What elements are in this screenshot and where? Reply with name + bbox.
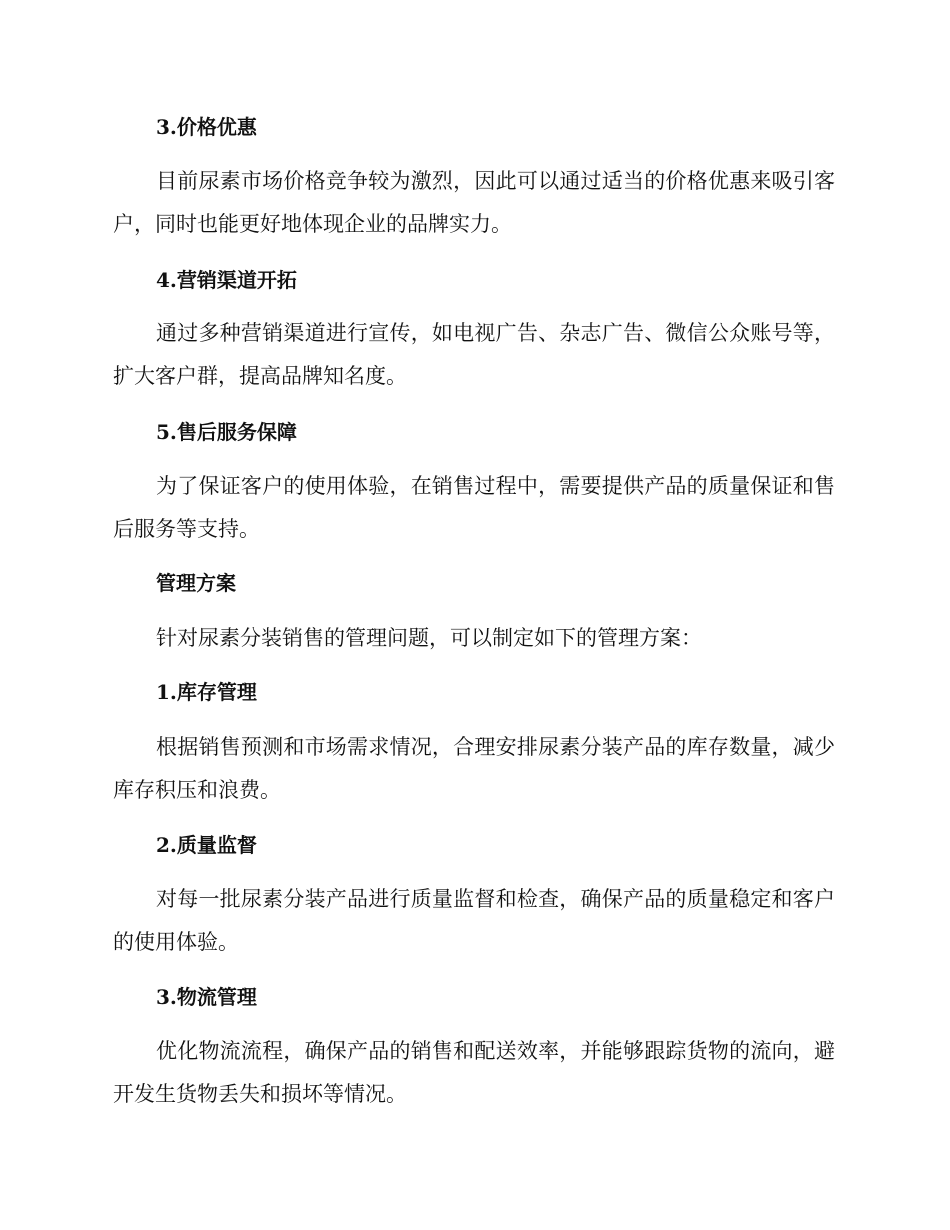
section-paragraph: 针对尿素分装销售的管理问题，可以制定如下的管理方案： (156, 626, 702, 650)
section-paragraph: 为了保证客户的使用体验，在销售过程中，需要提供产品的质量保证和售后服务等支持。 (113, 474, 835, 541)
section-heading: 2.质量监督 (156, 833, 257, 857)
section-paragraph: 目前尿素市场价格竞争较为激烈，因此可以通过适当的价格优惠来吸引客户，同时也能更好地体现企业的品牌实力。 (113, 169, 835, 236)
section-heading: 1.库存管理 (156, 680, 257, 704)
section-paragraph: 优化物流流程，确保产品的销售和配送效率，并能够跟踪货物的流向，避开发生货物丢失和损坏等情况。 (113, 1039, 835, 1106)
section-paragraph: 通过多种营销渠道进行宣传，如电视广告、杂志广告、微信公众账号等，扩大客户群，提高品牌知名度。 (113, 321, 835, 388)
section-heading: 管理方案 (156, 571, 236, 595)
section-heading: 4.营销渠道开拓 (156, 268, 297, 292)
section-paragraph: 根据销售预测和市场需求情况，合理安排尿素分装产品的库存数量，减少库存积压和浪费。 (113, 735, 835, 802)
section-heading: 5.售后服务保障 (156, 420, 297, 444)
section-heading: 3.物流管理 (156, 985, 257, 1009)
section-paragraph: 对每一批尿素分装产品进行质量监督和检查，确保产品的质量稳定和客户的使用体验。 (113, 887, 835, 954)
section-heading: 3.价格优惠 (156, 115, 257, 139)
